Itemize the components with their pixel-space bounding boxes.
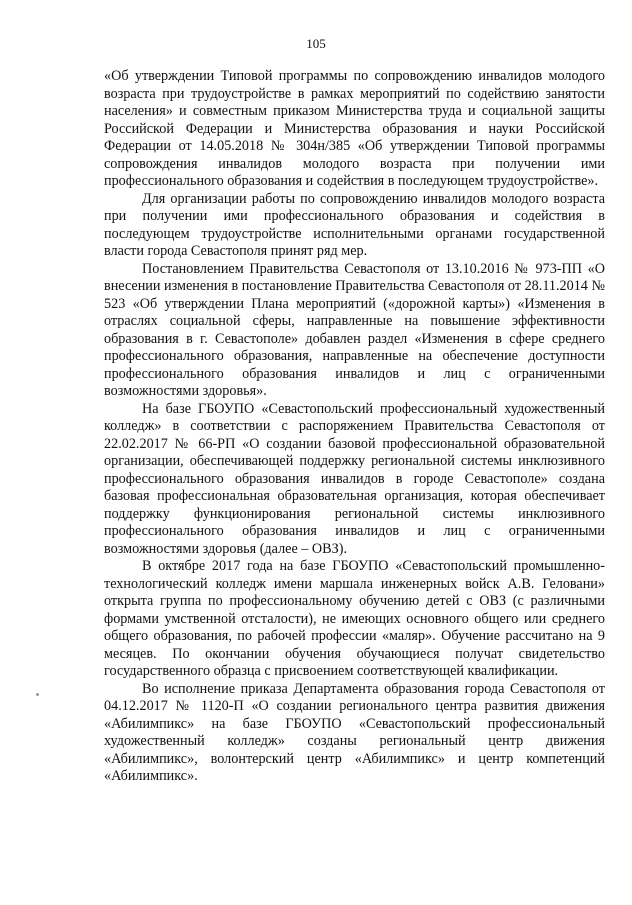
document-body <box>104 68 605 786</box>
paragraph-base-organization: На базе ГБОУПО «Севастопольский профессиональный художественный колледж» в соответствии с распоряжением Правительства Севастополя от 22.02.2017 № 66-РП «О создании базовой профессиональной образовательной организации, обеспечивающей поддержку региональной системы инклюзивного профессионального образования инвалидов в городе Севастополе» создана базовая профессиональная образовательная организация, которая обеспечивает поддержку функционирования региональной системы инклюзивного профессионального образования инвалидов и лиц с ограниченными возможностями здоровья (далее – ОВЗ). <box>104 400 605 557</box>
paragraph-order-continuation: «Об утверждении Типовой программы по сопровождению инвалидов молодого возраста при трудоустройстве в рамках мероприятий по содействию занятости населения» и совместным приказом Министерства труда и социальной защиты Российской Федерации и Министерства образования и науки Российской Федерации от 14.05.2018 № 304н/385 «Об утверждении Типовой программы сопровождения инвалидов молодого возраста при получении ими профессионального образования и содействия в последующем трудоустройстве». <box>104 68 605 189</box>
scan-artifact <box>36 693 39 696</box>
paragraph-abilimpiks-center: Во исполнение приказа Департамента образования города Севастополя от 04.12.2017 № 1120-П «О создании регионального центра развития движения «Абилимпикс» на базе ГБОУПО «Севастопольский профессиональный художественный колледж» созданы региональный центр движения «Абилимпикс», волонтерский центр «Абилимпикс» и центр компетенций «Абилимпикс». <box>104 680 605 784</box>
paragraph-government-resolution: Постановлением Правительства Севастополя от 13.10.2016 № 973-ПП «О внесении изменения в постановление Правительства Севастополя от 28.11.2014 № 523 «Об утверждении Плана мероприятий («дорожной карты») «Изменения в отраслях социальной сферы, направленные на повышение эффективности образования в г. Севастополе» добавлен раздел «Изменения в сфере среднего профессионального образования, направленные на обеспечение доступности профессионального образования инвалидов и лиц с ограниченными возможностями здоровья». <box>104 260 605 399</box>
paragraph-vocational-group: В октябре 2017 года на базе ГБОУПО «Севастопольский промышленно-технологический колледж имени маршала инженерных войск А.В. Геловани» открыта группа по профессиональному обучению детей с ОВЗ (с различными формами умственной отсталости), не имеющих основного общего или среднего общего образования, по рабочей профессии «маляр». Обучение рассчитано на 9 месяцев. По окончании обучения обучающиеся получат свидетельство государственного образца с присвоением соответствующей квалификации. <box>104 558 605 679</box>
page-number: 105 <box>306 36 326 51</box>
paragraph-support-measures: Для организации работы по сопровождению инвалидов молодого возраста при получении ими профессионального образования и содействия в последующем трудоустройстве исполнительными органами государственной власти города Севастополя принят ряд мер. <box>104 190 605 259</box>
